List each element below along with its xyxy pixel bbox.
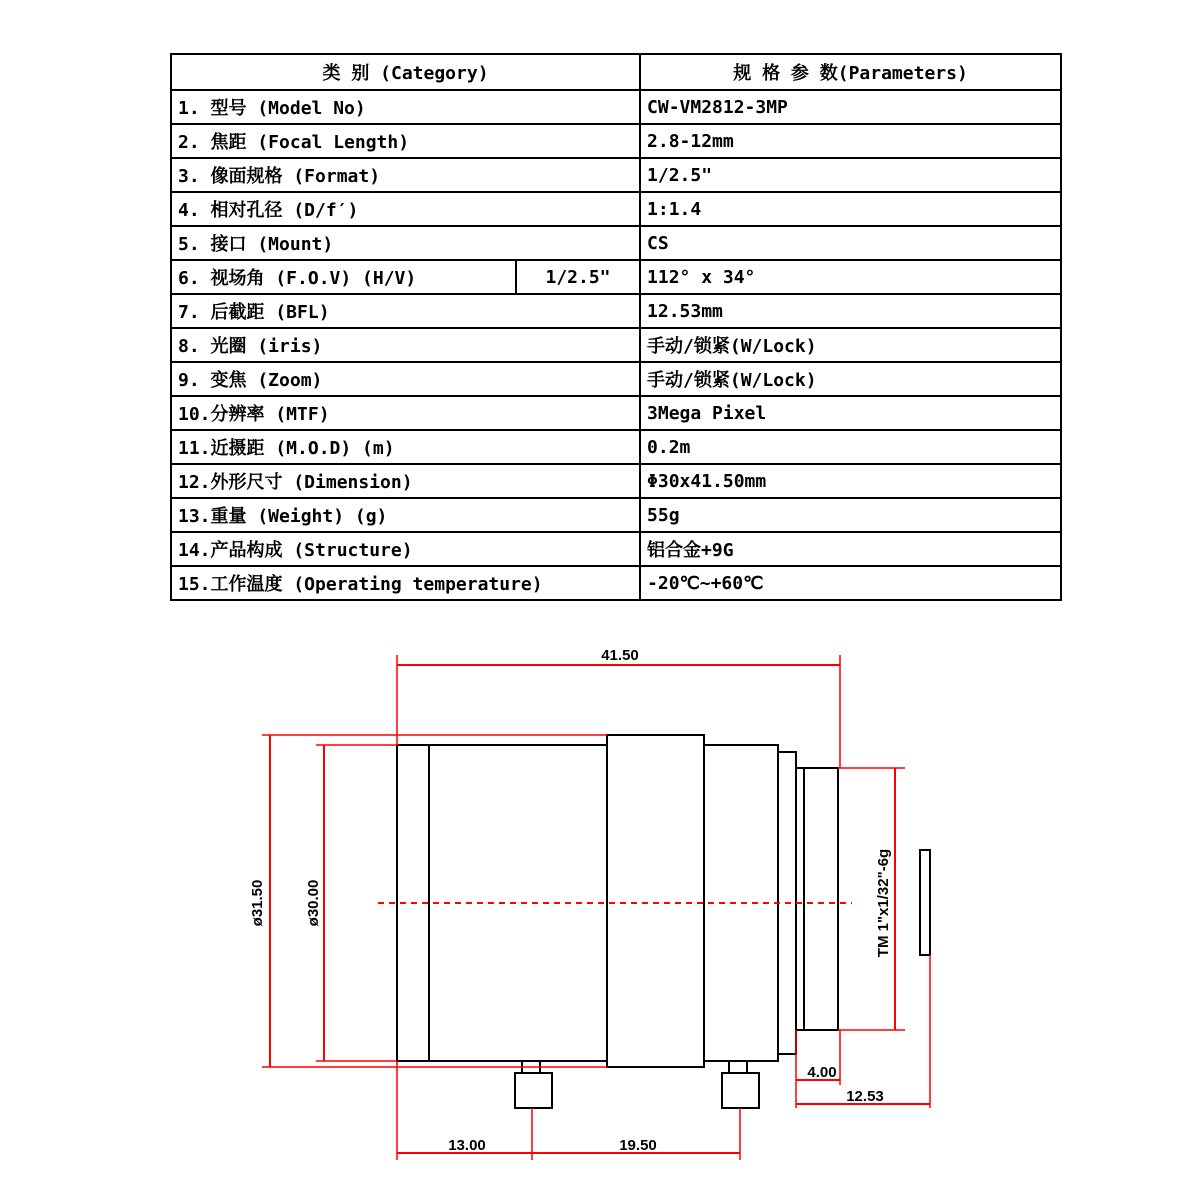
header-category: 类 别 (Category) xyxy=(171,54,640,90)
table-row xyxy=(171,192,1061,226)
table-row xyxy=(171,294,1061,328)
sensor-plate xyxy=(920,850,930,955)
table-row xyxy=(171,532,1061,566)
row-value: 112° x 34° xyxy=(640,260,1061,294)
table-row xyxy=(171,124,1061,158)
table-row xyxy=(171,396,1061,430)
dim-thread-label: TM 1"x1/32"-6g xyxy=(875,848,892,958)
table-row xyxy=(171,158,1061,192)
lock-screw-1 xyxy=(515,1073,552,1108)
spec-table xyxy=(170,53,1062,601)
dim-thread-length xyxy=(796,1030,840,1085)
table-row xyxy=(171,430,1061,464)
row-label: 2. 焦距 (Focal Length) xyxy=(171,124,640,158)
row-label: 5. 接口 (Mount) xyxy=(171,226,640,260)
row-value: 1/2.5" xyxy=(640,158,1061,192)
thread-section xyxy=(796,768,838,1030)
dim-thread-length-label: 4.00 xyxy=(807,1064,837,1081)
row-value: 1:1.4 xyxy=(640,192,1061,226)
dim-thread xyxy=(838,768,905,1030)
table-row xyxy=(171,566,1061,600)
row-sub-format: 1/2.5" xyxy=(516,260,640,294)
table-row xyxy=(171,260,1061,294)
dim-screw1-label: 13.00 xyxy=(448,1137,486,1154)
row-label: 6. 视场角 (F.O.V) (H/V) xyxy=(171,260,516,294)
header-parameters: 规 格 参 数(Parameters) xyxy=(640,54,1061,90)
spec-table-body xyxy=(171,54,1061,600)
table-row xyxy=(171,226,1061,260)
table-row xyxy=(171,464,1061,498)
dim-inner-diameter-label: ø30.00 xyxy=(305,879,322,927)
row-label: 7. 后截距 (BFL) xyxy=(171,294,640,328)
row-value: 0.2m xyxy=(640,430,1061,464)
row-value: 手动/锁紧(W/Lock) xyxy=(640,328,1061,362)
table-row xyxy=(171,90,1061,124)
table-header-row xyxy=(171,54,1061,90)
dim-back-focal xyxy=(796,955,930,1108)
row-label: 13.重量 (Weight) (g) xyxy=(171,498,640,532)
row-value: 3Mega Pixel xyxy=(640,396,1061,430)
dim-screw-positions xyxy=(397,1061,740,1160)
dim-total-length-label: 41.50 xyxy=(601,647,639,664)
row-value: CS xyxy=(640,226,1061,260)
row-label: 8. 光圈 (iris) xyxy=(171,328,640,362)
table-row xyxy=(171,362,1061,396)
screw-neck-2 xyxy=(729,1061,747,1073)
row-value: CW-VM2812-3MP xyxy=(640,90,1061,124)
table-row xyxy=(171,498,1061,532)
row-value: Φ30x41.50mm xyxy=(640,464,1061,498)
row-value: 55g xyxy=(640,498,1061,532)
row-value: 铝合金+9G xyxy=(640,532,1061,566)
row-label: 3. 像面规格 (Format) xyxy=(171,158,640,192)
dim-screw2-label: 19.50 xyxy=(619,1137,657,1154)
row-value: 2.8-12mm xyxy=(640,124,1061,158)
dim-outer-diameter-label: ø31.50 xyxy=(249,879,266,927)
dim-total-length xyxy=(397,647,840,768)
table-row xyxy=(171,328,1061,362)
row-value: 12.53mm xyxy=(640,294,1061,328)
dim-back-focal-label: 12.53 xyxy=(846,1088,884,1105)
row-label: 4. 相对孔径 (D/f′) xyxy=(171,192,640,226)
row-value: 手动/锁紧(W/Lock) xyxy=(640,362,1061,396)
lens-outline xyxy=(397,735,930,1108)
row-label: 14.产品构成 (Structure) xyxy=(171,532,640,566)
row-label: 15.工作温度 (Operating temperature) xyxy=(171,566,640,600)
lock-screw-2 xyxy=(722,1073,759,1108)
focus-ring xyxy=(607,735,704,1067)
row-value: -20℃~+60℃ xyxy=(640,566,1061,600)
row-label: 1. 型号 (Model No) xyxy=(171,90,640,124)
row-label: 11.近摄距 (M.O.D) (m) xyxy=(171,430,640,464)
row-label: 9. 变焦 (Zoom) xyxy=(171,362,640,396)
row-label: 10.分辨率 (MTF) xyxy=(171,396,640,430)
row-label: 12.外形尺寸 (Dimension) xyxy=(171,464,640,498)
lens-dimension-drawing xyxy=(0,640,1200,1200)
